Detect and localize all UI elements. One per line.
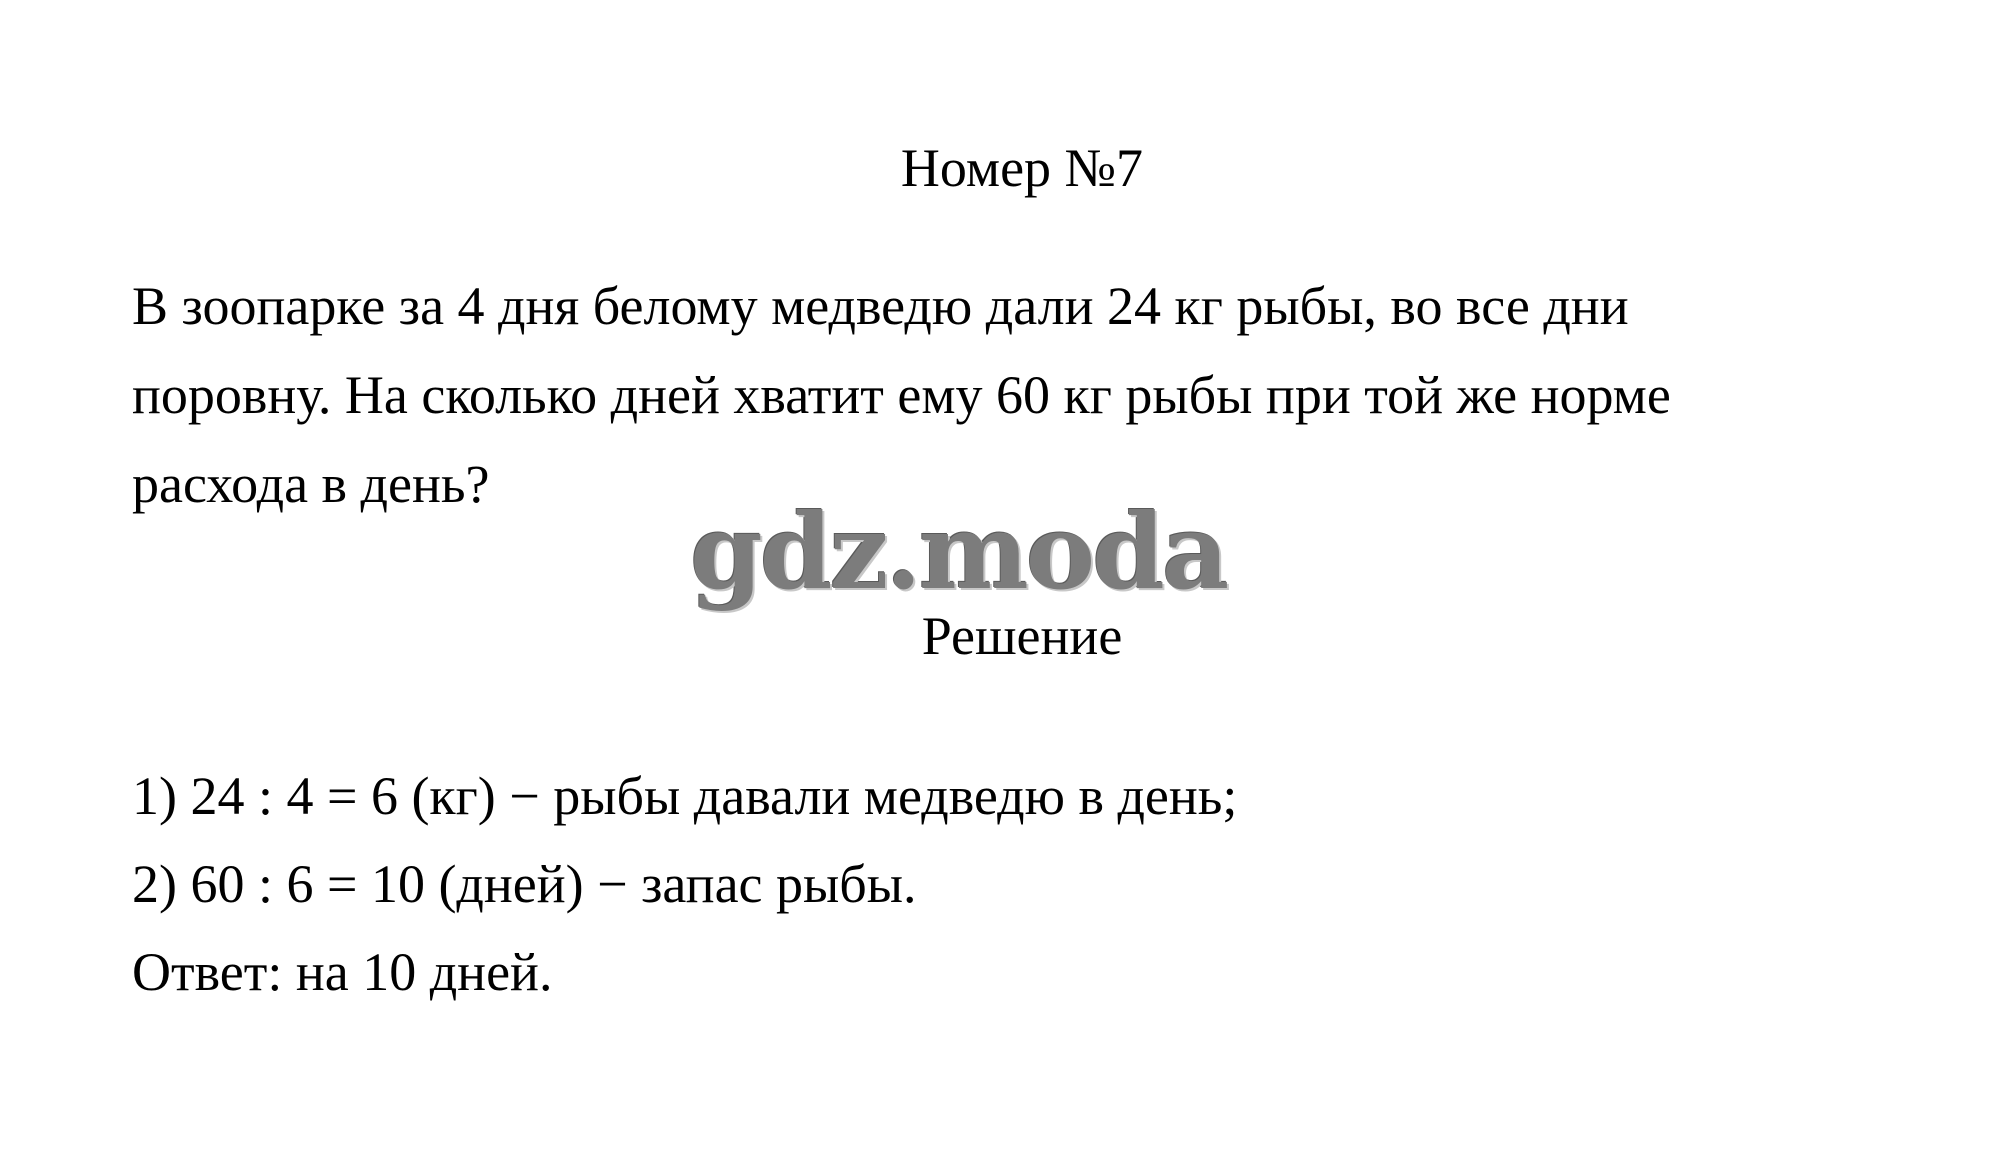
answer-line: Ответ: на 10 дней. (132, 942, 553, 1002)
problem-line: поровну. На сколько дней хватит ему 60 кг рыбы при той же норме (132, 365, 1671, 425)
solution-step: 2) 60 : 6 = 10 (дней) − запас рыбы. (132, 854, 917, 914)
solution-text (132, 752, 1932, 1016)
problem-title: Номер №7 (900, 138, 1144, 198)
problem-line: расхода в день? (132, 454, 490, 514)
solution-heading: Решение (921, 606, 1123, 666)
problem-line: В зоопарке за 4 дня белому медведю дали 24 кг рыбы, во все дни (132, 276, 1629, 336)
solution-step: 1) 24 : 4 = 6 (кг) − рыбы давали медведю в день; (132, 766, 1238, 826)
watermark-logo: gdz.moda (690, 490, 1227, 613)
